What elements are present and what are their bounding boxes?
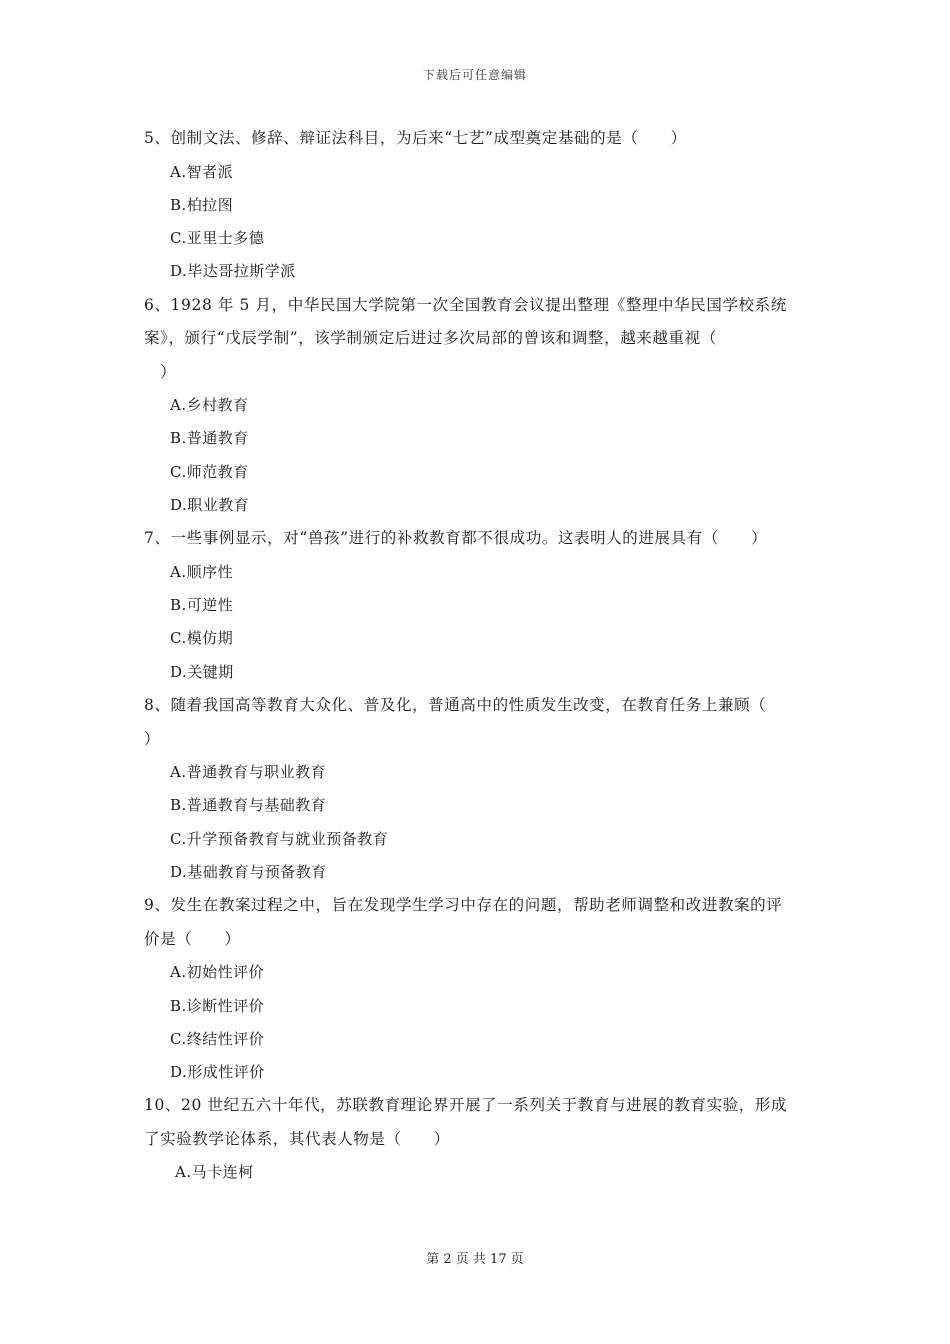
option-b: B.普通教育与基础教育 — [170, 796, 327, 815]
stem-line: 9、发生在教案过程之中，旨在发现学生学习中存在的问题，帮助老师调整和改进教案的评 — [144, 896, 783, 915]
option-d: D.职业教育 — [170, 496, 250, 515]
stem-line: 案》，颁行“戊辰学制”，该学制颁定后进过多次局部的曾该和调整，越来越重视（ — [144, 329, 717, 348]
question-10 — [144, 1089, 810, 1189]
option-c: C.终结性评价 — [170, 1029, 265, 1048]
option-a: A.顺序性 — [170, 562, 234, 581]
option-c: C.亚里士多德 — [170, 229, 265, 248]
question-5 — [144, 122, 810, 289]
question-list — [144, 122, 810, 1190]
stem-line: 了实验教学论体系，其代表人物是（ ） — [144, 1129, 450, 1148]
option-d: D.形成性评价 — [170, 1063, 265, 1082]
stem-line: 7、一些事例显示，对“兽孩”进行的补救教育都不很成功。这表明人的进展具有（ ） — [144, 529, 768, 548]
question-stem — [144, 689, 810, 756]
stem-line: 10、20 世纪五六十年代，苏联教育理论界开展了一系列关于教育与进展的教育实验，形成 — [144, 1096, 788, 1115]
question-stem — [144, 889, 810, 956]
stem-line: 6、1928 年 5 月，中华民国大学院第一次全国教育会议提出整理《整理中华民国学校系统 — [144, 295, 787, 314]
question-8 — [144, 689, 810, 889]
option-c: C.模仿期 — [170, 629, 234, 648]
page-footer: 第 2 页 共 17 页 — [426, 1252, 524, 1267]
option-b: B.可逆性 — [170, 596, 234, 615]
option-d: D.基础教育与预备教育 — [170, 862, 327, 881]
option-a: A.智者派 — [170, 162, 234, 181]
stem-line: 价是（ ） — [144, 929, 241, 948]
question-9 — [144, 889, 810, 1089]
option-b: B.柏拉图 — [170, 195, 234, 214]
stem-line: 5、创制文法、修辞、辩证法科目，为后来“七艺”成型奠定基础的是（ ） — [144, 129, 687, 147]
question-6 — [144, 289, 810, 523]
option-a: A.普通教育与职业教育 — [170, 763, 327, 782]
option-a: A.初始性评价 — [170, 963, 265, 982]
option-a: A.马卡连柯 — [175, 1163, 254, 1182]
stem-line: 8、随着我国高等教育大众化、普及化，普通高中的性质发生改变，在教育任务上兼顾（ — [144, 696, 767, 715]
question-stem — [144, 122, 810, 156]
option-c: C.升学预备教育与就业预备教育 — [170, 829, 389, 848]
option-d: D.关键期 — [170, 662, 234, 681]
question-stem — [144, 1089, 810, 1156]
option-b: B.诊断性评价 — [170, 996, 265, 1015]
stem-line: ） — [144, 362, 177, 381]
stem-line: ） — [144, 729, 161, 748]
option-d: D.毕达哥拉斯学派 — [170, 262, 296, 281]
question-7 — [144, 522, 810, 689]
option-c: C.师范教育 — [170, 462, 249, 481]
option-b: B.普通教育 — [170, 429, 249, 448]
question-stem — [144, 522, 810, 556]
question-stem — [144, 289, 810, 390]
option-a: A.乡村教育 — [170, 396, 249, 415]
page-header: 下载后可任意编辑 — [422, 68, 527, 82]
